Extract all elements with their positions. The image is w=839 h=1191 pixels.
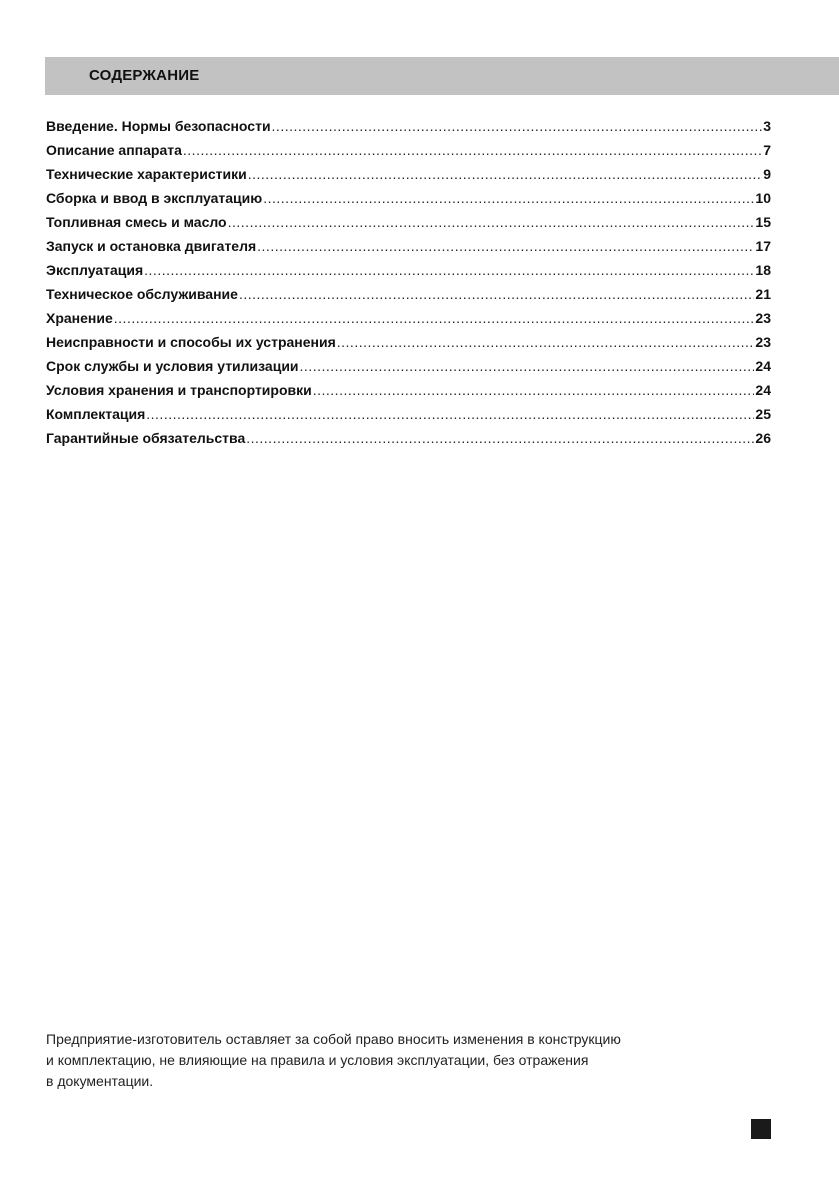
toc-entry[interactable] <box>46 286 771 310</box>
toc-entry[interactable] <box>46 430 771 454</box>
toc-entry-title: Хранение <box>46 310 113 326</box>
page-marker-square <box>751 1119 771 1139</box>
toc-entry-title: Топливная смесь и масло <box>46 214 227 230</box>
toc-entry[interactable] <box>46 406 771 430</box>
toc-dot-leader <box>272 118 763 134</box>
toc-entry-title: Запуск и остановка двигателя <box>46 238 257 254</box>
disclaimer-line: в документации. <box>46 1073 154 1089</box>
toc-entry[interactable] <box>46 118 771 142</box>
toc-entry-page: 9 <box>763 166 771 182</box>
toc-entry[interactable] <box>46 358 771 382</box>
toc-entry-page: 15 <box>755 214 771 230</box>
toc-dot-leader <box>114 310 755 326</box>
toc-dot-leader <box>257 238 754 254</box>
toc-entry[interactable] <box>46 142 771 166</box>
toc-entry-title: Сборка и ввод в эксплуатацию <box>46 190 263 206</box>
toc-dot-leader <box>183 142 762 158</box>
toc-entry-title: Условия хранения и транспортировки <box>46 382 312 398</box>
toc-dot-leader <box>248 166 763 182</box>
toc-dot-leader <box>263 190 754 206</box>
toc-entry-page: 26 <box>755 430 771 446</box>
toc-entry-title: Описание аппарата <box>46 142 182 158</box>
toc-entry[interactable] <box>46 238 771 262</box>
toc-entry[interactable] <box>46 262 771 286</box>
toc-dot-leader <box>146 406 754 422</box>
disclaimer-line: Предприятие-изготовитель оставляет за собой право вносить изменения в конструкцию <box>46 1031 621 1047</box>
section-header-bar <box>45 57 839 95</box>
toc-entry-page: 24 <box>755 358 771 374</box>
toc-entry-page: 23 <box>755 310 771 326</box>
disclaimer-line: и комплектацию, не влияющие на правила и условия эксплуатации, без отражения <box>46 1052 589 1068</box>
toc-entry-page: 18 <box>755 262 771 278</box>
toc-dot-leader <box>313 382 755 398</box>
toc-dot-leader <box>337 334 755 350</box>
toc-entry-page: 10 <box>755 190 771 206</box>
toc-entry-page: 25 <box>755 406 771 422</box>
toc-entry-page: 7 <box>763 142 771 158</box>
page-title: СОДЕРЖАНИЕ <box>89 67 200 84</box>
toc-entry[interactable] <box>46 310 771 334</box>
manufacturer-disclaimer <box>46 1029 766 1092</box>
toc-dot-leader <box>300 358 755 374</box>
toc-entry-title: Технические характеристики <box>46 166 247 182</box>
toc-dot-leader <box>239 286 754 302</box>
toc-dot-leader <box>246 430 754 446</box>
toc-entry[interactable] <box>46 190 771 214</box>
toc-entry-page: 3 <box>763 118 771 134</box>
toc-entry-page: 17 <box>755 238 771 254</box>
toc-entry[interactable] <box>46 214 771 238</box>
toc-entry[interactable] <box>46 334 771 358</box>
toc-entry-page: 23 <box>755 334 771 350</box>
toc-dot-leader <box>228 214 755 230</box>
table-of-contents <box>46 118 771 454</box>
toc-entry[interactable] <box>46 166 771 190</box>
toc-entry-title: Неисправности и способы их устранения <box>46 334 336 350</box>
toc-entry-title: Техническое обслуживание <box>46 286 238 302</box>
toc-entry[interactable] <box>46 382 771 406</box>
toc-entry-page: 24 <box>755 382 771 398</box>
toc-entry-title: Эксплуатация <box>46 262 144 278</box>
toc-entry-title: Срок службы и условия утилизации <box>46 358 299 374</box>
toc-entry-page: 21 <box>755 286 771 302</box>
toc-entry-title: Гарантийные обязательства <box>46 430 246 446</box>
toc-dot-leader <box>144 262 754 278</box>
toc-entry-title: Введение. Нормы безопасности <box>46 118 271 134</box>
toc-entry-title: Комплектация <box>46 406 146 422</box>
